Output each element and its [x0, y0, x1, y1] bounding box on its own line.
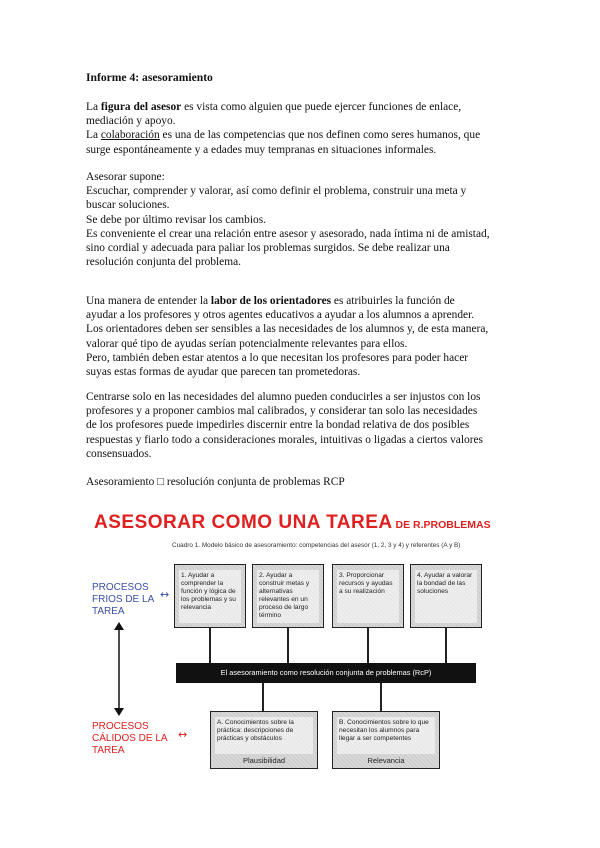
connector-line: [445, 627, 447, 663]
figure-title-small: DE R.PROBLEMAS: [392, 519, 491, 531]
paragraph-necesidades: [86, 390, 518, 461]
text-line: Es conveniente el crear una relación entre asesor y asesorado, nada íntima ni de amistad,: [86, 227, 490, 240]
box-text: 3. Proporcionar recursos y ayudas a su realización: [337, 570, 399, 623]
box-text: A. Conocimientos sobre la práctica: descripciones de prácticas y obstáculos: [215, 717, 313, 754]
connector-line: [262, 683, 264, 711]
referent-box-a: [210, 711, 318, 769]
paragraph-asesor: [86, 100, 518, 157]
text-line: Pero, también deben estar atentos a lo que necesitan los profesores para poder hacer: [86, 351, 469, 364]
figure-title: [94, 512, 491, 534]
connector-line: [287, 627, 289, 663]
referent-box-b: [332, 711, 440, 769]
competence-box-3: [332, 564, 404, 628]
text-line: respuestas y fiarlo todo a consideraciones morales, intuitivas o ligadas a ciertos valores: [86, 433, 483, 446]
label-procesos-calidos: [92, 721, 168, 757]
text-line: Se debe por último revisar los cambios.: [86, 213, 266, 226]
competence-box-2: [252, 564, 324, 628]
text-run: La: [86, 129, 101, 142]
text-line: Asesoramiento □ resolución conjunta de problemas RCP: [86, 476, 345, 488]
paragraph-rcp: [86, 475, 518, 489]
box-label-relevancia: Relevancia: [367, 756, 405, 765]
label-line: CÁLIDOS DE LA: [92, 733, 168, 744]
document-heading: Informe 4: asesoramiento: [86, 71, 213, 84]
box-text: 2. Ayudar a construir metas y alternativas relevantes en un proceso de largo término: [257, 570, 319, 623]
box-text: 4. Ayudar a valorar la bondad de las soluciones: [415, 570, 477, 623]
text-line: Asesorar supone:: [86, 171, 165, 183]
text-line: consensuados.: [86, 447, 152, 460]
label-line: TAREA: [92, 606, 125, 617]
paragraph-orientadores: [86, 294, 518, 379]
text-line: sino cordial y adecuada para paliar los problemas surgidos. Se debe realizar una: [86, 242, 450, 255]
text-line: profesores y a proponer cambios mal calibrados, y considerar tan solo las necesidades: [86, 405, 478, 418]
text-run: es atribuirles la función de: [331, 295, 455, 307]
text-line: Centrarse solo en las necesidades del alumno pueden conducirles a ser injustos con los: [86, 391, 481, 403]
label-line: PROCESOS: [92, 721, 149, 732]
label-line: FRIOS DE LA: [92, 594, 155, 605]
connector-line: [209, 627, 211, 663]
double-arrow-warm-icon: ↔: [178, 728, 188, 741]
figure-caption: Cuadro 1. Modelo básico de asesoramiento: competencias del asesor (1, 2, 3 y 4) y referentes (A y B): [172, 542, 461, 549]
text-line: surge espontáneamente y a edades muy tempranas en situaciones informales.: [86, 143, 437, 156]
box-text: 1. Ayudar a comprender la función y lógica de los problemas y su relevancia: [179, 570, 241, 623]
text-line: Los orientadores deben ser sensibles a las necesidades de los alumnos y, de esta manera,: [86, 323, 489, 336]
label-line: PROCESOS: [92, 582, 149, 593]
text-run: es vista como alguien que puede ejercer funciones de enlace,: [181, 101, 462, 113]
bold-term-labor-orientadores: labor de los orientadores: [210, 295, 332, 307]
competence-box-4: [410, 564, 482, 628]
text-line: ayudar a los profesores y otros agentes educativos a ayudar a los alumnos a aprender.: [86, 309, 475, 322]
rcp-bar: El asesoramiento como resolución conjunta de problemas (RcP): [176, 663, 476, 683]
text-line: resolución conjunta del problema.: [86, 256, 241, 269]
text-run: Una manera de entender la: [86, 295, 211, 307]
label-line: TAREA: [92, 745, 125, 756]
box-text: B. Conocimientos sobre lo que necesitan los alumnos para llegar a ser competentes: [337, 717, 435, 754]
vertical-double-arrow-icon: [112, 622, 126, 716]
figure-title-main: ASESORAR COMO UNA TAREA: [94, 512, 393, 533]
underlined-term-colaboracion: colaboración: [100, 129, 160, 142]
text-run: es una de las competencias que nos definen como seres humanos, que: [159, 129, 481, 142]
text-line: de los profesores puede impedirles discernir entre la bondad relativa de dos posibles: [86, 419, 470, 432]
double-arrow-cold-icon: ↔: [160, 588, 170, 601]
text-line: suyas estas formas de ayudar que parecen tan prometedoras.: [86, 366, 361, 379]
paragraph-asesorar-supone: [86, 170, 518, 269]
box-label-plausibilidad: Plausibilidad: [242, 756, 286, 765]
text-run: La: [86, 101, 101, 113]
connector-line: [367, 627, 369, 663]
text-line: valorar qué tipo de ayudas serían potencialmente relevantes para ellos.: [86, 337, 408, 350]
text-line: Escuchar, comprender y valorar, así como definir el problema, construir una meta y: [86, 185, 467, 198]
text-line: buscar soluciones.: [86, 199, 170, 212]
connector-line: [380, 683, 382, 711]
competence-box-1: [174, 564, 246, 628]
bold-term-figura-asesor: figura del asesor: [100, 101, 182, 113]
label-procesos-frios: [92, 582, 154, 618]
text-line: mediación y apoyo.: [86, 115, 176, 128]
